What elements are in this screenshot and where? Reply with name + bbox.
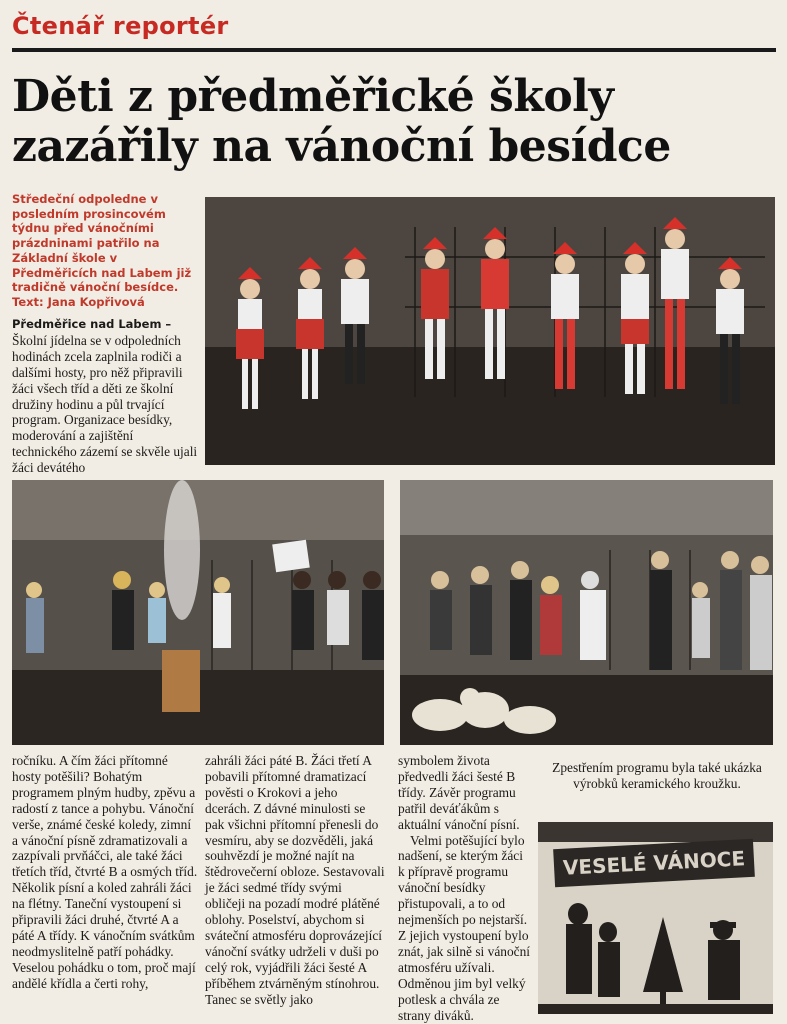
lede [12,192,200,310]
lede-text: Středeční odpoledne v posledním prosincovém týdnu před vánočními prázdninami patřilo na Základní škole v Předměřicích nad Labem již tradičně vánoční besídce. [12,192,192,295]
photo-performance-left [12,480,384,745]
section-rule [12,48,776,52]
column-3-text: zahráli žáci páté B. Žáci třetí A pobavili přítomné dramatizací pověsti o Krokovi a jeho dcerách. Z dávné minulosti se pak všichni přítomní přenesli do vesmíru, aby se dozvěděli, jaká souhvězdí je možné najít na štědrovečerní obloze. Sestavovali je žáci sedmé třídy svými obličeji na pozadí modré plátěné oblohy. Poselství, abychom si sváteční atmosféru doprovázející vánoční svátky udrželi v duši po celý rok, vyjádřili žáci šesté A příběhem ztvárněným stínohrou. Tanec se světly jako [205,753,385,1007]
photo-dancers [205,197,775,465]
article-column-4 [398,753,530,1023]
article-column-3 [205,753,385,1008]
headline [12,72,782,172]
column-1-text: Školní jídelna se v odpoledních hodinách zcela zaplnila rodiči a dalšími hosty, pro něž připravili žáci všech tříd a děti ze školní družiny hodinu a půl trvající program. Organizace besídky, moderování a zajištění technického zázemí se skvěle ujali žáci devátého [12,332,198,476]
column-5-text: Zpestřením programu byla také ukázka výrobků keramického kroužku. [552,760,762,791]
article-column-5 [540,760,774,792]
sign-text: VESELÉ VÁNOCE [562,846,746,880]
column-4-text-b: Velmi potěšující bylo nadšení, se kterým žáci k přípravě programu vánoční besídky přistupovali, a to od nejmenších po nejstarší. Z jejich vystoupení bylo znát, jak silně si vánoční atmosféru užívali. Odměnou jim byl velký potlesk a chvála ze strany diváků. [398,832,531,1023]
article-column-2 [12,753,198,992]
photo-performance-right [400,480,773,745]
author-credit: Text: Jana Kopřivová [12,294,145,309]
article-column-1 [12,316,198,476]
column-4-text-a: symbolem života předvedli žáci šesté B třídy. Závěr programu patřil deváťákům s aktuální vánoční písní. [398,753,520,832]
column-2-text: ročníku. A čím žáci přítomné hosty potěšili? Bohatým programem plným hudby, zpěvu a radostí z tance a pohybu. Vánoční verše, známé české koledy, zimní a vánoční písně zdramatizovali a zazpívali prvňáčci, ale také žáci třetích tříd, čtvrté B a osmých tříd. Několik písní a koled zahráli žáci na flétny. Taneční vystoupení si připravili žáci druhé, čtvrté A a páté A třídy. K vánočním svátkům neodmyslitelně patří pohádky. Veselou pohádku o tom, proč mají andělé křídla a čerti rohy, [12,753,198,991]
photo-shadow-theatre [538,822,773,1014]
section-label: Čtenář reportér [12,12,229,40]
dateline: Předměřice nad Labem – [12,317,172,331]
headline-line-2: zazářily na vánoční besídce [12,121,671,172]
headline-line-1: Děti z předměřické školy [12,71,614,122]
